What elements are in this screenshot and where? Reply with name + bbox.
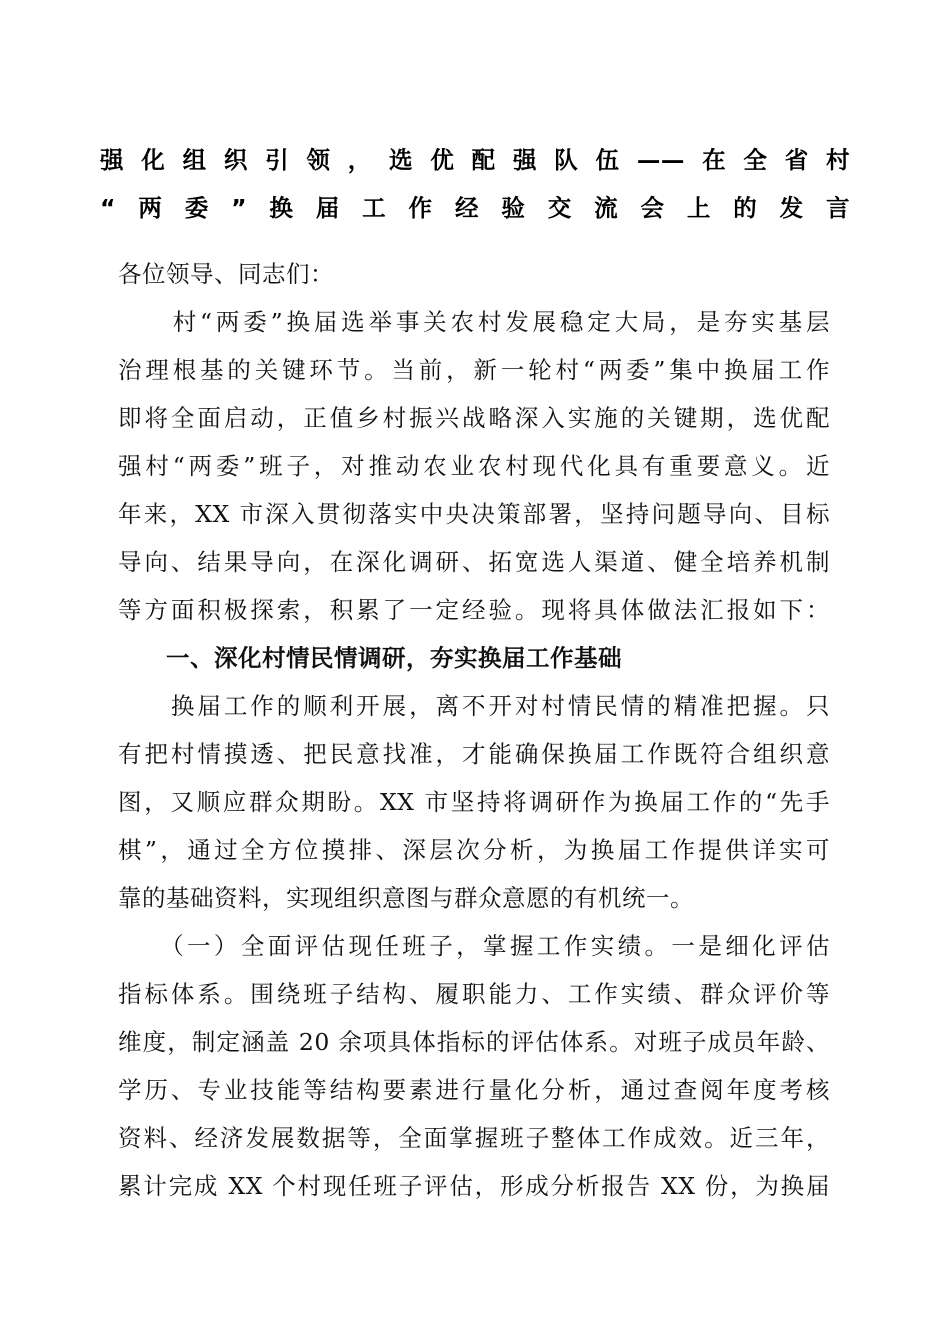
subsection-line: 资料、经济发展数据等，全面掌握班子整体工作成效。近三年， <box>118 1124 830 1152</box>
section-line: 靠的基础资料，实现组织意图与群众意愿的有机统一。 <box>118 884 694 912</box>
document-body <box>118 250 830 1210</box>
section-line: 图，又顺应群众期盼。XX 市坚持将调研作为换届工作的“先手 <box>118 788 830 816</box>
subsection-line: （一）全面评估现任班子，掌握工作实绩。一是细化评估 <box>118 932 830 960</box>
section-line: 有把村情摸透、把民意找准，才能确保换届工作既符合组织意 <box>118 740 830 768</box>
subsection-line: 累计完成 XX 个村现任班子评估，形成分析报告 XX 份，为换届 <box>118 1172 830 1200</box>
title-line-1: 强化组织引领，选优配强队伍——在全省村 <box>100 146 850 174</box>
intro-line: 强村“两委”班子，对推动农业农村现代化具有重要意义。近 <box>118 452 830 480</box>
intro-line: 导向、结果导向，在深化调研、拓宽选人渠道、健全培养机制 <box>118 548 830 576</box>
intro-line: 治理根基的关键环节。当前，新一轮村“两委”集中换届工作 <box>118 356 830 384</box>
title-line-2: “两委”换届工作经验交流会上的发言 <box>100 194 850 222</box>
section-line: 换届工作的顺利开展，离不开对村情民情的精准把握。只 <box>118 692 830 720</box>
intro-line: 村“两委”换届选举事关农村发展稳定大局，是夯实基层 <box>118 308 830 336</box>
salutation: 各位领导、同志们： <box>118 260 334 288</box>
section-line: 棋”，通过全方位摸排、深层次分析，为换届工作提供详实可 <box>118 836 830 864</box>
section-heading: 一、深化村情民情调研，夯实换届工作基础 <box>118 644 622 672</box>
subsection-line: 指标体系。围绕班子结构、履职能力、工作实绩、群众评价等 <box>118 980 830 1008</box>
document-title <box>100 136 850 232</box>
intro-line: 即将全面启动，正值乡村振兴战略深入实施的关键期，选优配 <box>118 404 830 432</box>
intro-line: 年来，XX 市深入贯彻落实中央决策部署，坚持问题导向、目标 <box>118 500 830 528</box>
subsection-line: 维度，制定涵盖 20 余项具体指标的评估体系。对班子成员年龄、 <box>118 1028 830 1056</box>
subsection-line: 学历、专业技能等结构要素进行量化分析，通过查阅年度考核 <box>118 1076 830 1104</box>
intro-line: 等方面积极探索，积累了一定经验。现将具体做法汇报如下： <box>118 596 830 624</box>
